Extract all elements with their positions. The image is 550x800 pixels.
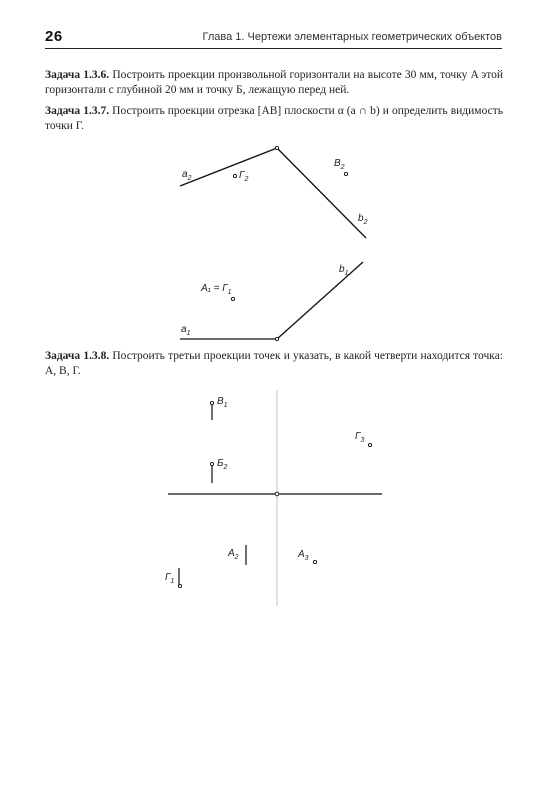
task-text: Построить проекции отрезка [AB] плоскости α (a ∩ b) и определить видимость точки Г. [45, 105, 503, 132]
label-g2: $Г_2$ [239, 170, 249, 183]
page-number: 26 [45, 28, 63, 45]
label-b2: $Б_2$ [217, 458, 228, 471]
point-a3 [313, 560, 316, 563]
label-a1-eq-g1: $A_1 = Г_1$ [201, 283, 232, 296]
label-a1-line: $a_1$ [181, 324, 191, 337]
task-label: Задача 1.3.7. [45, 105, 110, 117]
label-b2-line: $b_2$ [358, 213, 368, 226]
label-b1: $B_1$ [217, 396, 228, 409]
label-g3: $Г_3$ [355, 431, 365, 444]
origin-point [275, 492, 279, 496]
point-g3 [368, 443, 371, 446]
label-a2: $a_2$ [182, 169, 192, 182]
label-a3: $A_3$ [298, 549, 309, 562]
chapter-title: Глава 1. Чертежи элементарных геометрических объектов [202, 31, 502, 43]
label-b2-point: $B_2$ [334, 158, 345, 171]
task-text: Построить третьи проекции точек и указать, в какой четверти находится точка: A, B, Г. [45, 350, 504, 377]
label-a2: $A_2$ [228, 548, 239, 561]
point-b1 [210, 401, 213, 404]
point-g1 [178, 584, 181, 587]
point-b2 [210, 462, 213, 465]
task-label: Задача 1.3.6. [45, 69, 110, 81]
task-text: Построить проекции произвольной горизонтали на высоте 30 мм, точку A этой горизонтали с глубиной 20 мм и точку Б, лежащую перед ней. [45, 69, 504, 96]
label-g1: $Г_1$ [165, 572, 175, 585]
task-label: Задача 1.3.8. [45, 350, 110, 362]
label-b1-line: $b_1$ [339, 264, 349, 277]
